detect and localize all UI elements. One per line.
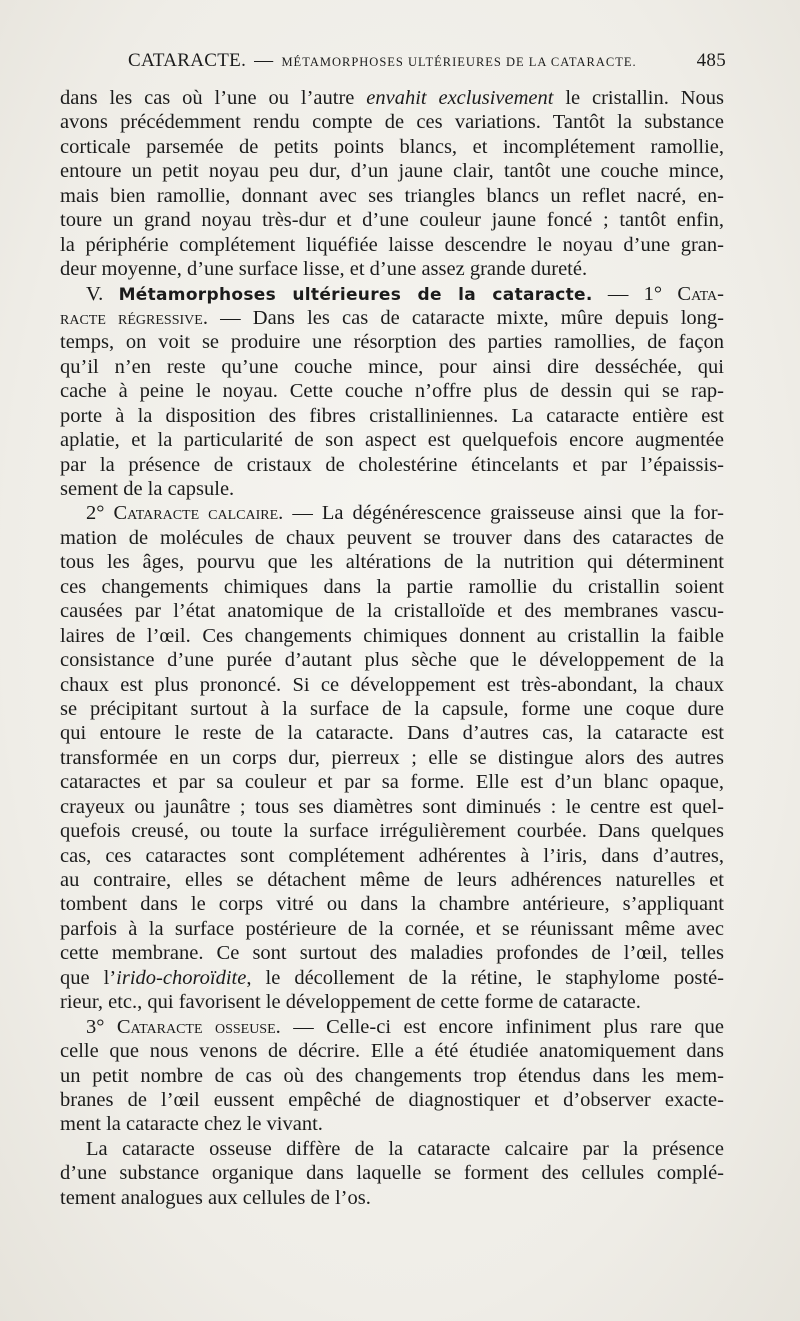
text-line: quefois creusé, ou toute la surface irrégulièrement courbée. Dans quelques <box>60 820 724 843</box>
text-line: La cataracte osseuse diffère de la cataracte calcaire par la présence <box>86 1137 724 1160</box>
text-line: mation de molécules de chaux peuvent se trouver dans des cataractes de <box>60 526 724 549</box>
text-line: 2° Cataracte calcaire. — La dégénérescence graisseuse ainsi que la for- <box>86 502 724 525</box>
text-line: avons précédemment rendu compte de ces variations. Tantôt la substance <box>60 111 724 134</box>
text-line: ment la cataracte chez le vivant. <box>60 1113 323 1136</box>
text-line: consistance d’une purée d’autant plus sèche que le développement de la <box>60 649 724 672</box>
text-line: causées par l’état anatomique de la cristalloïde et des membranes vascu- <box>60 600 724 623</box>
text-line: 3° Cataracte osseuse. — Celle-ci est encore infiniment plus rare que <box>86 1015 724 1038</box>
text-line: tement analogues aux cellules de l’os. <box>60 1186 371 1209</box>
text-line: d’une substance organique dans laquelle se forment des cellules complé- <box>60 1162 724 1185</box>
text-line: la périphérie complétement liquéfiée laisse descendre le noyau d’une gran- <box>60 233 724 256</box>
text-line: cache à peine le noyau. Cette couche n’offre plus de dessin qui se rap- <box>60 380 724 403</box>
text-line: temps, on voit se produire une résorption des parties ramollies, de façon <box>60 331 724 354</box>
text-line: se précipitant surtout à la surface de la capsule, forme une coque dure <box>60 697 724 720</box>
page-header <box>128 50 726 78</box>
text-line: qui entoure le reste de la cataracte. Dans d’autres cas, la cataracte est <box>60 722 724 745</box>
text-line: aplatie, et la particularité de son aspect est quelquefois encore augmentée <box>60 429 724 452</box>
text-line: qu’il n’en reste qu’une couche mince, pour ainsi dire desséchée, qui <box>60 355 724 378</box>
text-line: transformée en un corps dur, pierreux ; elle se distingue alors des autres <box>60 746 724 769</box>
text-line: cette membrane. Ce sont surtout des maladies profondes de l’œil, telles <box>60 942 724 965</box>
text-line: branes de l’œil eussent empêché de diagnostiquer et d’observer exacte- <box>60 1088 724 1111</box>
text-line: entoure un petit noyau peu dur, d’un jaune clair, tantôt une couche mince, <box>60 160 724 183</box>
text-line: tombent dans le corps vitré ou dans la chambre antérieure, s’appliquant <box>60 893 724 916</box>
running-head: MÉTAMORPHOSES ULTÉRIEURES DE LA CATARACTE. <box>281 55 637 69</box>
page-number: 485 <box>696 50 726 71</box>
text-line: mais bien ramollie, donnant avec ses triangles blancs un reflet nacré, en- <box>60 184 724 207</box>
text-line: au contraire, elles se détachent même de leurs adhérences naturelles et <box>60 869 724 891</box>
text-line: deur moyenne, d’une surface lisse, et d’une assez grande dureté. <box>60 258 588 281</box>
text-line: corticale parsemée de petits points blancs, et incomplétement ramollie, <box>60 135 724 158</box>
text-line: que l’irido-choroïdite, le décollement de la rétine, le staphylome posté- <box>60 966 724 989</box>
text-line: porte à la disposition des fibres cristalliniennes. La cataracte entière est <box>60 404 724 427</box>
text-line: dans les cas où l’une ou l’autre envahit exclusivement le cristallin. Nous <box>60 87 724 109</box>
text-line: par la présence de cristaux de cholestérine étincelants et par l’épaissis- <box>60 453 724 476</box>
text-line: laires de l’œil. Ces changements chimiques donnent au cristallin la faible <box>60 624 724 647</box>
header-dash: — <box>254 50 274 71</box>
text-line: V. Métamorphoses ultérieures de la cataracte. — 1° Cata- <box>86 282 724 305</box>
text-line: cas, ces cataractes sont complétement adhérentes à l’iris, dans d’autres, <box>60 844 724 867</box>
text-line: racte régressive. — Dans les cas de cataracte mixte, mûre depuis long- <box>60 306 724 329</box>
text-line: celle que nous venons de décrire. Elle a été étudiée anatomiquement dans <box>60 1040 724 1063</box>
body-text <box>60 86 724 1210</box>
text-line: chaux est plus prononcé. Si ce développement est très-abondant, la chaux <box>60 673 724 696</box>
text-line: tous les âges, pourvu que les altérations de la nutrition qui déterminent <box>60 551 724 574</box>
text-line: ces changements chimiques dans la partie ramollie du cristallin soient <box>60 575 724 598</box>
text-line: toure un grand noyau très-dur et d’une couleur jaune foncé ; tantôt enfin, <box>60 209 724 232</box>
text-line: rieur, etc., qui favorisent le développement de cette forme de cataracte. <box>60 991 641 1014</box>
text-line: cataractes et par sa couleur et par sa forme. Elle est d’un blanc opaque, <box>60 771 724 794</box>
text-line: crayeux ou jaunâtre ; tous ses diamètres sont diminués : le centre est quel- <box>60 795 724 818</box>
header-chapter: CATARACTE. <box>128 50 247 71</box>
text-line: un petit nombre de cas où des changements trop étendus dans les mem- <box>60 1064 724 1087</box>
text-line: sement de la capsule. <box>60 478 235 500</box>
text-line: parfois à la surface postérieure de la cornée, et se réunissant même avec <box>60 917 724 940</box>
